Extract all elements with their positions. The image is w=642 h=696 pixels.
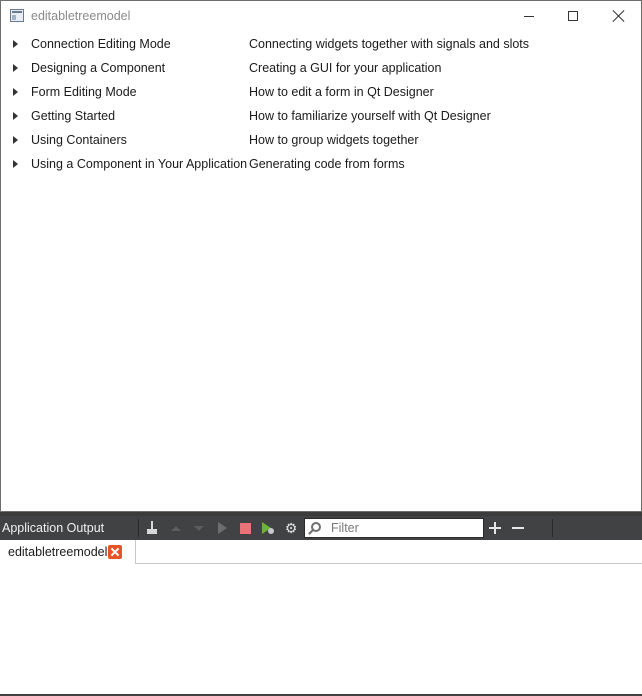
filter-input[interactable]: [331, 520, 481, 536]
output-tab-bar: [0, 540, 642, 564]
toolbar-separator: [552, 519, 553, 537]
tree-cell-title[interactable]: Getting Started: [31, 109, 116, 123]
tree-cell-title[interactable]: Using a Component in Your Application: [31, 157, 248, 171]
clean-icon: [146, 521, 160, 535]
tree-row[interactable]: [1, 129, 641, 153]
expand-arrow-icon[interactable]: [13, 160, 18, 168]
tree-cell-description[interactable]: How to edit a form in Qt Designer: [249, 85, 434, 99]
tree-view[interactable]: [1, 33, 641, 177]
previous-item-button[interactable]: [167, 519, 185, 537]
zoom-out-button[interactable]: [509, 519, 527, 537]
zoom-out-icon: [512, 522, 524, 534]
clean-output-button[interactable]: [144, 519, 162, 537]
search-icon[interactable]: [311, 522, 321, 532]
tree-cell-description[interactable]: Connecting widgets together with signals and slots: [249, 37, 530, 51]
tree-cell-description[interactable]: Creating a GUI for your application: [249, 61, 442, 75]
close-icon: [613, 10, 625, 22]
tree-row[interactable]: [1, 57, 641, 81]
zoom-in-icon: [489, 522, 501, 534]
settings-icon: ⚙: [284, 520, 298, 536]
rerun-button[interactable]: [213, 519, 231, 537]
debug-run-icon: [261, 521, 275, 535]
next-item-button[interactable]: [190, 519, 208, 537]
tree-row[interactable]: [1, 81, 641, 105]
toolbar-separator: [138, 519, 139, 537]
tree-cell-description[interactable]: Generating code from forms: [249, 157, 405, 171]
zoom-in-button[interactable]: [486, 519, 504, 537]
title-bar[interactable]: [1, 1, 641, 31]
window-title: editabletreemodel: [31, 9, 131, 23]
tree-cell-description[interactable]: How to familiarize yourself with Qt Designer: [249, 109, 491, 123]
tree-cell-title[interactable]: Using Containers: [31, 133, 127, 147]
close-tab-icon[interactable]: [108, 545, 122, 559]
settings-button[interactable]: [282, 519, 300, 537]
debug-run-button[interactable]: [259, 519, 277, 537]
output-pane-title: Application Output: [2, 521, 105, 535]
expand-arrow-icon[interactable]: [13, 112, 18, 120]
expand-arrow-icon[interactable]: [13, 88, 18, 96]
stop-icon: [240, 523, 251, 534]
tree-row[interactable]: [1, 153, 641, 177]
minimize-icon: [524, 16, 534, 17]
expand-arrow-icon[interactable]: [13, 40, 18, 48]
expand-arrow-icon[interactable]: [13, 136, 18, 144]
tree-cell-title[interactable]: Connection Editing Mode: [31, 37, 171, 51]
stop-button[interactable]: [236, 519, 254, 537]
tree-cell-description[interactable]: How to group widgets together: [249, 133, 419, 147]
filter-field[interactable]: [304, 518, 484, 538]
previous-icon: [171, 526, 181, 531]
output-toolbar: [0, 516, 642, 540]
maximize-button[interactable]: [550, 1, 596, 31]
tree-row[interactable]: [1, 105, 641, 129]
maximize-icon: [568, 11, 578, 21]
tree-cell-title[interactable]: Designing a Component: [31, 61, 166, 75]
app-icon: [10, 9, 24, 22]
output-tab[interactable]: [0, 540, 136, 564]
output-tab-label[interactable]: editabletreemodel: [8, 545, 108, 559]
output-text-area[interactable]: [0, 565, 642, 694]
tree-row[interactable]: [1, 33, 641, 57]
run-icon: [218, 522, 227, 534]
tree-cell-title[interactable]: Form Editing Mode: [31, 85, 137, 99]
next-icon: [194, 526, 204, 531]
minimize-button[interactable]: [506, 1, 552, 31]
expand-arrow-icon[interactable]: [13, 64, 18, 72]
close-button[interactable]: [596, 1, 642, 31]
